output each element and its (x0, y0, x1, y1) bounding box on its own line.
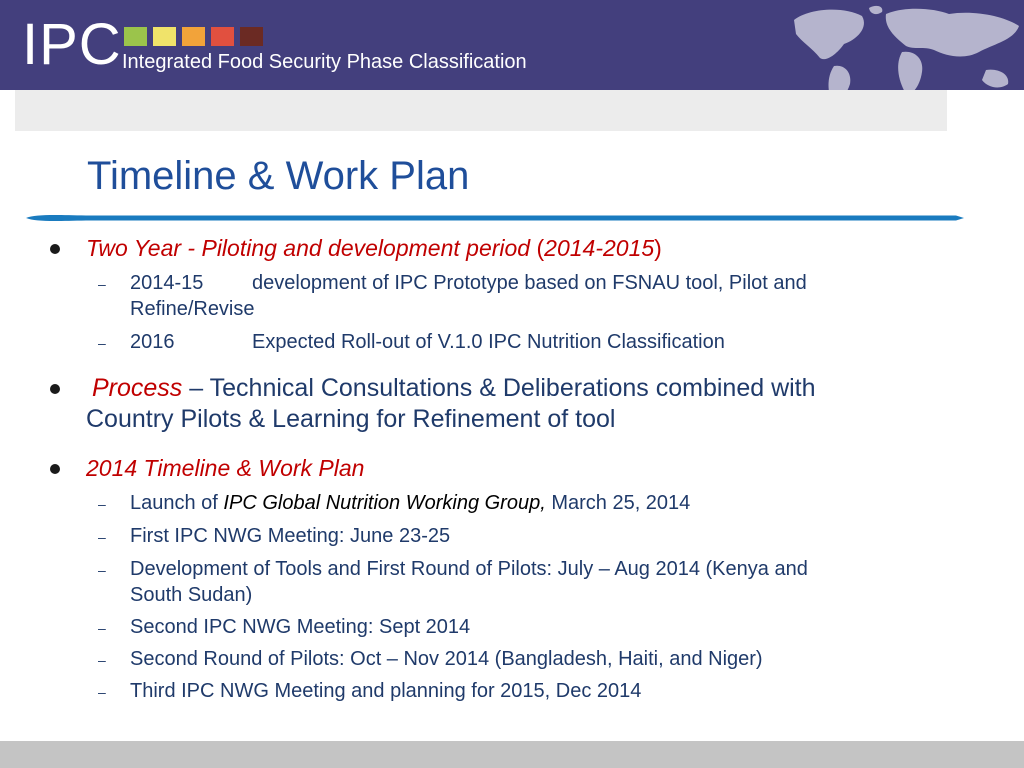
bullet-3-sub-1 (130, 490, 690, 516)
bullet-dot-icon (50, 464, 60, 474)
sub-2-label: 2016 (130, 331, 175, 353)
bullet-1-lead: Two Year - Piloting and development period (86, 235, 531, 261)
bullet-1-sub-2 (130, 329, 725, 355)
sub-em: IPC Global Nutrition Working Group, (223, 492, 546, 514)
bullet-1-sub-1-line2: Refine/Revise (130, 298, 255, 320)
bullet-1-years: 2014-2015 (544, 235, 655, 261)
bullet-1 (86, 233, 662, 263)
title-underline (26, 214, 964, 222)
dash-icon: – (98, 335, 106, 351)
bullet-dot-icon (50, 244, 60, 254)
header-subtitle: Integrated Food Security Phase Classification (122, 51, 527, 73)
bullet-3-sub-2: First IPC NWG Meeting: June 23-25 (130, 525, 451, 547)
bullet-3-sub-5: Second Round of Pilots: Oct – Nov 2014 (Bangladesh, Haiti, and Niger) (130, 648, 763, 670)
phase-square-1 (124, 27, 147, 46)
bullet-1-paren-close: ) (654, 235, 662, 261)
phase-square-2 (153, 27, 176, 46)
dash-icon: – (98, 529, 106, 545)
bullet-1-sub-1 (130, 270, 807, 296)
footer-bar (0, 741, 1024, 768)
dash-icon: – (98, 684, 106, 700)
phase-square-3 (182, 27, 205, 46)
bullet-2-line2: Country Pilots & Learning for Refinement of tool (86, 405, 616, 433)
sub-1-label: 2014-15 (130, 272, 204, 294)
sub-pre: Launch of (130, 492, 224, 514)
slide-title: Timeline & Work Plan (87, 154, 470, 198)
bullet-3-sub-4: Second IPC NWG Meeting: Sept 2014 (130, 616, 471, 638)
bullet-2-lead: Process (92, 374, 183, 402)
header-banner (0, 0, 1024, 90)
phase-square-5 (240, 27, 263, 46)
ipc-logo: IPC (22, 12, 122, 77)
header-grey-bar (15, 90, 947, 131)
sub-2-text: Expected Roll-out of V.1.0 IPC Nutrition Classification (252, 331, 725, 353)
bullet-1-paren-open: ( (530, 235, 545, 261)
bullet-3-lead: 2014 Timeline & Work Plan (86, 455, 365, 481)
bullet-3-sub-6: Third IPC NWG Meeting and planning for 2015, Dec 2014 (130, 680, 642, 702)
bullet-dot-icon (50, 384, 60, 394)
dash-icon: – (98, 652, 106, 668)
phase-square-4 (211, 27, 234, 46)
sub-1-text: development of IPC Prototype based on FSNAU tool, Pilot and (252, 272, 807, 294)
bullet-2 (92, 373, 816, 403)
dash-icon: – (98, 562, 106, 578)
sub-post: March 25, 2014 (545, 492, 691, 514)
dash-icon: – (98, 496, 106, 512)
dash-icon: – (98, 620, 106, 636)
world-map-icon (774, 0, 1024, 90)
bullet-3 (86, 453, 364, 483)
bullet-3-sub-3-line2: South Sudan) (130, 584, 253, 606)
phase-color-squares (124, 27, 263, 46)
dash-icon: – (98, 276, 106, 292)
bullet-3-sub-3: Development of Tools and First Round of Pilots: July – Aug 2014 (Kenya and (130, 558, 808, 580)
bullet-2-rest: – Technical Consultations & Deliberations combined with (182, 374, 816, 402)
